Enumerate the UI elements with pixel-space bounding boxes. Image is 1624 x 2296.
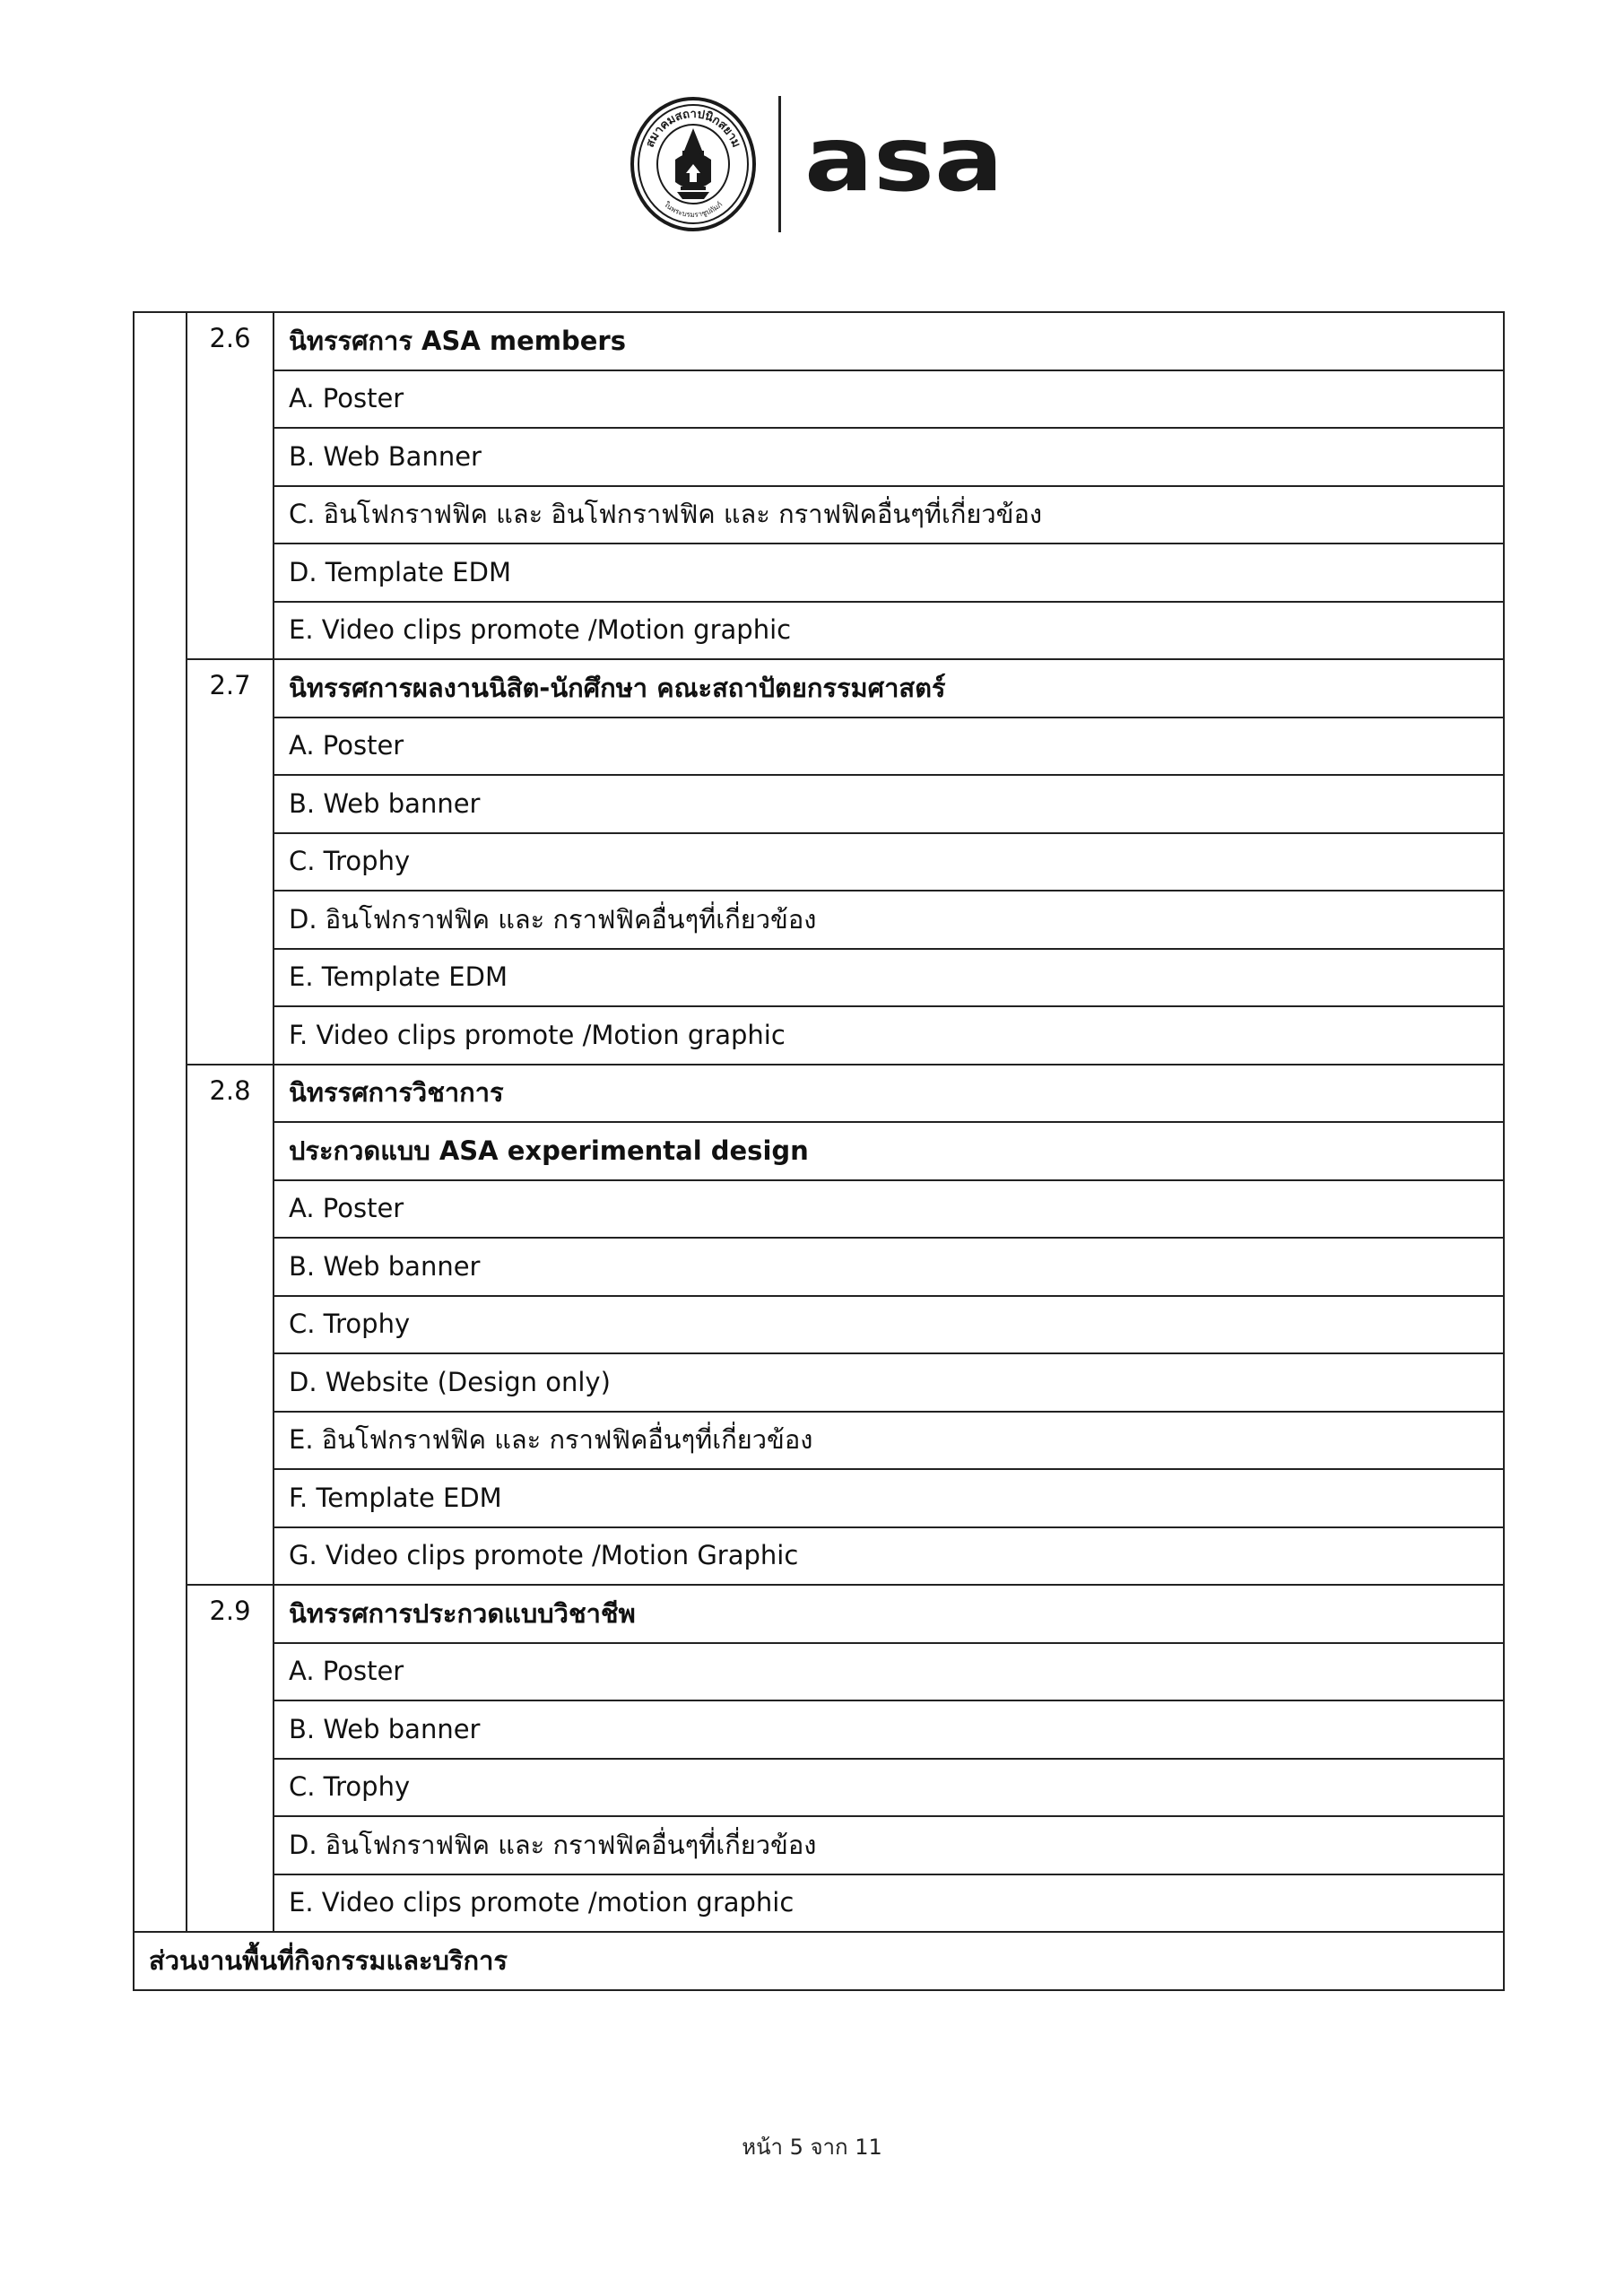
asa-wordmark-logo bbox=[804, 131, 1003, 199]
item-row bbox=[134, 486, 1504, 544]
header-divider bbox=[778, 96, 781, 232]
item-row bbox=[134, 1527, 1504, 1586]
section-title: นิทรรศการวิชาการ bbox=[274, 1065, 1504, 1123]
item-row bbox=[134, 1180, 1504, 1239]
deliverable-item: C. อินโฟกราฟฟิค และ อินโฟกราฟฟิค และ กราฟฟิคอื่นๆที่เกี่ยวข้อง bbox=[274, 486, 1504, 544]
deliverable-item: G. Video clips promote /Motion Graphic bbox=[274, 1527, 1504, 1586]
footer-row bbox=[134, 1932, 1504, 1990]
deliverable-item: E. Video clips promote /Motion graphic bbox=[274, 602, 1504, 660]
deliverable-item: B. Web banner bbox=[274, 1700, 1504, 1759]
section-header-row bbox=[134, 659, 1504, 718]
deliverable-item: C. Trophy bbox=[274, 833, 1504, 891]
item-row bbox=[134, 1006, 1504, 1065]
item-row bbox=[134, 1643, 1504, 1701]
deliverable-item: A. Poster bbox=[274, 370, 1504, 429]
deliverables-table bbox=[133, 311, 1505, 1991]
outer-margin-cell bbox=[134, 312, 187, 1932]
item-row bbox=[134, 1296, 1504, 1354]
section-title: นิทรรศการ ASA members bbox=[274, 312, 1504, 370]
deliverable-item: B. Web banner bbox=[274, 1238, 1504, 1296]
section-number: 2.8 bbox=[187, 1065, 274, 1586]
deliverable-item: E. อินโฟกราฟฟิค และ กราฟฟิคอื่นๆที่เกี่ยวข้อง bbox=[274, 1412, 1504, 1470]
item-row bbox=[134, 1874, 1504, 1933]
deliverable-item: A. Poster bbox=[274, 718, 1504, 776]
item-row bbox=[134, 544, 1504, 602]
item-row bbox=[134, 428, 1504, 486]
section-subtitle: ประกวดแบบ ASA experimental design bbox=[274, 1122, 1504, 1180]
deliverable-item: F. Video clips promote /Motion graphic bbox=[274, 1006, 1504, 1065]
item-row bbox=[134, 1353, 1504, 1412]
page-header bbox=[0, 0, 1624, 269]
item-row bbox=[134, 833, 1504, 891]
page-number: หน้า 5 จาก 11 bbox=[742, 2135, 882, 2160]
table-body bbox=[134, 312, 1504, 1990]
item-row bbox=[134, 1412, 1504, 1470]
asa-seal-logo bbox=[630, 97, 756, 231]
item-row bbox=[134, 370, 1504, 429]
deliverable-item: E. Video clips promote /motion graphic bbox=[274, 1874, 1504, 1933]
item-row bbox=[134, 602, 1504, 660]
item-row bbox=[134, 891, 1504, 949]
deliverable-item: B. Web banner bbox=[274, 775, 1504, 833]
item-row bbox=[134, 1759, 1504, 1817]
deliverable-item: A. Poster bbox=[274, 1643, 1504, 1701]
deliverable-item: A. Poster bbox=[274, 1180, 1504, 1239]
section-header-row bbox=[134, 1585, 1504, 1643]
section-header-row bbox=[134, 1065, 1504, 1123]
item-row bbox=[134, 949, 1504, 1007]
section-number: 2.7 bbox=[187, 659, 274, 1065]
deliverable-item: E. Template EDM bbox=[274, 949, 1504, 1007]
section-header-row bbox=[134, 312, 1504, 370]
activity-area-heading: ส่วนงานพื้นที่กิจกรรมและบริการ bbox=[134, 1932, 1504, 1990]
item-row bbox=[134, 1238, 1504, 1296]
svg-text:ในพระบรมราชูปถัมภ์: ในพระบรมราชูปถัมภ์ bbox=[662, 200, 725, 220]
section-number: 2.6 bbox=[187, 312, 274, 659]
deliverable-item: B. Web Banner bbox=[274, 428, 1504, 486]
svg-text:asa: asa bbox=[804, 131, 1003, 199]
section-title: นิทรรศการผลงานนิสิต-นักศึกษา คณะสถาปัตยกรรมศาสตร์ bbox=[274, 659, 1504, 718]
deliverable-item: D. อินโฟกราฟฟิค และ กราฟฟิคอื่นๆที่เกี่ยวข้อง bbox=[274, 1816, 1504, 1874]
deliverable-item: D. Website (Design only) bbox=[274, 1353, 1504, 1412]
item-row bbox=[134, 775, 1504, 833]
deliverable-item: F. Template EDM bbox=[274, 1469, 1504, 1527]
deliverable-item: C. Trophy bbox=[274, 1296, 1504, 1354]
item-row bbox=[134, 1469, 1504, 1527]
deliverable-item: D. Template EDM bbox=[274, 544, 1504, 602]
svg-text:สมาคมสถาปนิกสยาม: สมาคมสถาปนิกสยาม bbox=[643, 107, 743, 150]
section-subtitle-row bbox=[134, 1122, 1504, 1180]
deliverable-item: C. Trophy bbox=[274, 1759, 1504, 1817]
item-row bbox=[134, 1816, 1504, 1874]
item-row bbox=[134, 1700, 1504, 1759]
section-title: นิทรรศการประกวดแบบวิชาชีพ bbox=[274, 1585, 1504, 1643]
item-row bbox=[134, 718, 1504, 776]
section-number: 2.9 bbox=[187, 1585, 274, 1932]
deliverable-item: D. อินโฟกราฟฟิค และ กราฟฟิคอื่นๆที่เกี่ยวข้อง bbox=[274, 891, 1504, 949]
